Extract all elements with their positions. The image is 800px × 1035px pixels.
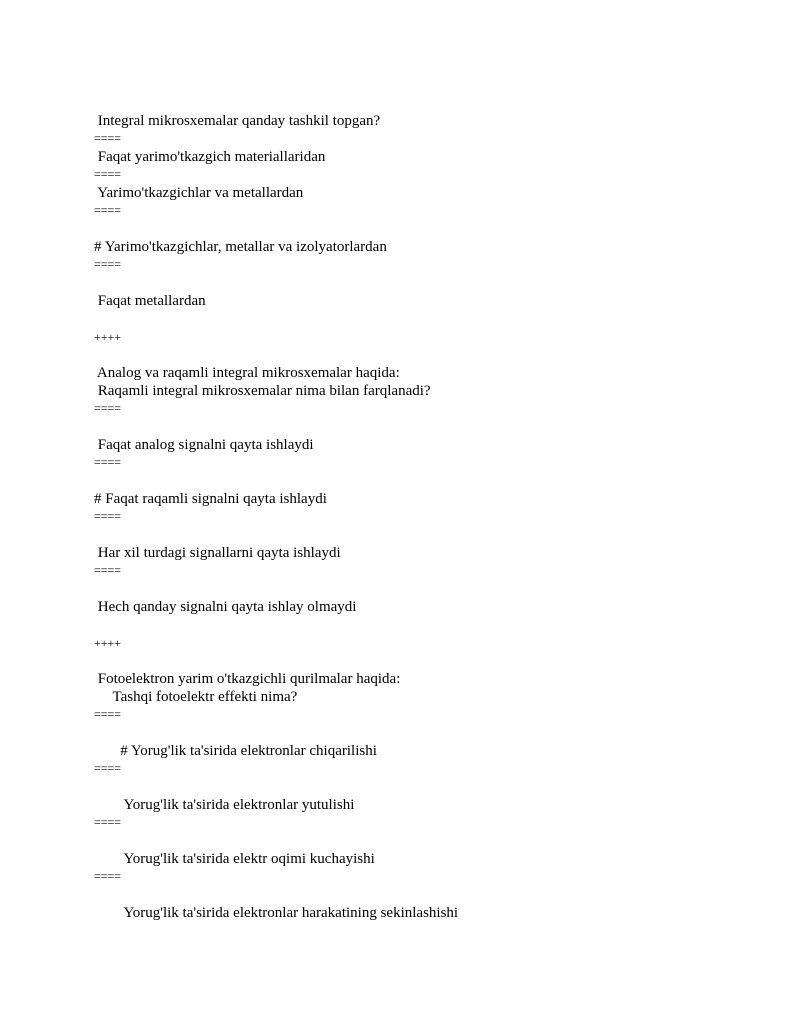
answer-option: Yarimo'tkazgichlar va metallardan xyxy=(94,185,304,201)
answer-option: Faqat analog signalni qayta ishlaydi xyxy=(94,437,314,453)
separator: ==== xyxy=(94,761,122,775)
separator: ==== xyxy=(94,401,122,415)
answer-option: Yorug'lik ta'sirida elektr oqimi kuchayishi xyxy=(94,851,375,867)
answer-option: Yorug'lik ta'sirida elektronlar harakatining sekinlashishi xyxy=(94,905,459,921)
answer-option: Faqat metallardan xyxy=(94,293,206,309)
answer-option-correct: # Yorug'lik ta'sirida elektronlar chiqarilishi xyxy=(94,743,377,759)
question-1-text: Integral mikrosxemalar qanday tashkil topgan? xyxy=(94,113,381,129)
separator: ==== xyxy=(94,167,122,181)
answer-option: Yorug'lik ta'sirida elektronlar yutulishi xyxy=(94,797,355,813)
question-3-text: Tashqi fotoelektr effekti nima? xyxy=(94,689,298,705)
separator: ==== xyxy=(94,563,122,577)
answer-option: Faqat yarimo'tkazgich materiallaridan xyxy=(94,149,326,165)
question-2-topic: Analog va raqamli integral mikrosxemalar haqida: xyxy=(94,365,400,381)
separator: ==== xyxy=(94,257,122,271)
separator: ==== xyxy=(94,509,122,523)
separator: ==== xyxy=(94,707,122,721)
separator: ==== xyxy=(94,203,122,217)
separator: ==== xyxy=(94,815,122,829)
answer-option: Har xil turdagi signallarni qayta ishlaydi xyxy=(94,545,341,561)
answer-option-correct: # Yarimo'tkazgichlar, metallar va izolyatorlardan xyxy=(94,239,387,255)
question-separator: ++++ xyxy=(94,636,122,650)
question-separator: ++++ xyxy=(94,330,122,344)
separator: ==== xyxy=(94,131,122,145)
question-3-topic: Fotoelektron yarim o'tkazgichli qurilmalar haqida: xyxy=(94,671,401,687)
question-2-text: Raqamli integral mikrosxemalar nima bilan farqlanadi? xyxy=(94,383,431,399)
separator: ==== xyxy=(94,869,122,883)
answer-option-correct: # Faqat raqamli signalni qayta ishlaydi xyxy=(94,491,327,507)
separator: ==== xyxy=(94,455,122,469)
answer-option: Hech qanday signalni qayta ishlay olmaydi xyxy=(94,599,357,615)
